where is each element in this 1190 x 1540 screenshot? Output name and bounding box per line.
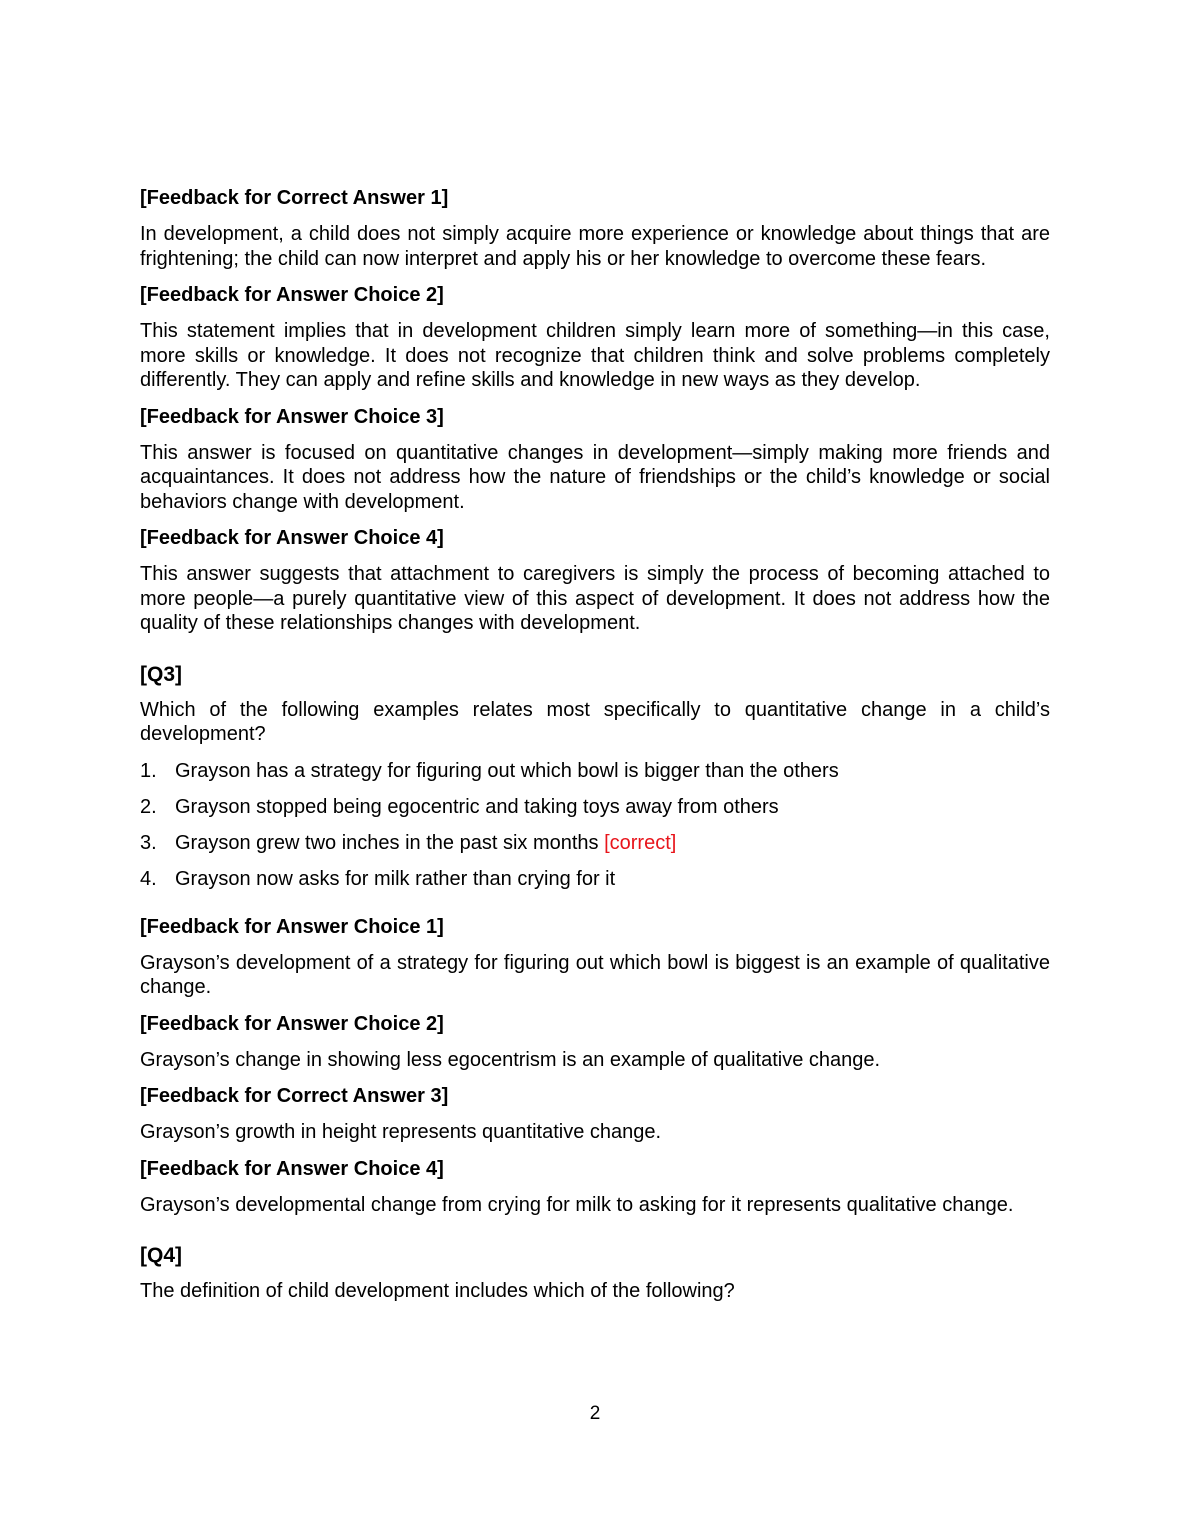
feedback-text: This statement implies that in development children simply learn more of something—in this case, more skills or knowledge. It does not recognize that children think and solve problems completely differently. They can apply and refine skills and knowledge in new ways as they develop. bbox=[140, 320, 1050, 391]
q2-feedback-1 bbox=[140, 186, 1050, 271]
question-label-q3: [Q3] bbox=[140, 662, 182, 686]
option-number: 1. bbox=[140, 759, 157, 782]
question-text-q3: Which of the following examples relates most specifically to quantitative change in a child’s development? bbox=[140, 698, 1050, 745]
feedback-heading: [Feedback for Answer Choice 4] bbox=[140, 527, 444, 549]
option-text: Grayson stopped being egocentric and taking toys away from others bbox=[175, 795, 779, 818]
question-text-q4: The definition of child development includes which of the following? bbox=[140, 1280, 735, 1302]
answer-option-3 bbox=[140, 831, 1050, 855]
feedback-heading: [Feedback for Answer Choice 2] bbox=[140, 1012, 444, 1035]
feedback-heading: [Feedback for Answer Choice 3] bbox=[140, 405, 444, 428]
answer-option-4 bbox=[140, 867, 1050, 891]
spacer bbox=[140, 1229, 1050, 1243]
spacer bbox=[140, 903, 1050, 915]
feedback-text: This answer suggests that attachment to caregivers is simply the process of becoming attached to more people—a purely quantitative view of this aspect of development. It does not address how the quality of these relationships changes with development. bbox=[140, 563, 1050, 634]
feedback-text: Grayson’s development of a strategy for figuring out which bowl is biggest is an example of qualitative change. bbox=[140, 951, 1050, 998]
feedback-text: This answer is focused on quantitative changes in development—simply making more friends and acquaintances. It does not address how the nature of friendships or the child’s knowledge or social behaviors change with development. bbox=[140, 441, 1050, 513]
q3-feedback-1 bbox=[140, 915, 1050, 1000]
feedback-text: Grayson’s change in showing less egocentrism is an example of qualitative change. bbox=[140, 1048, 881, 1071]
option-text: Grayson now asks for milk rather than crying for it bbox=[175, 867, 616, 890]
answer-option-2 bbox=[140, 795, 1050, 819]
feedback-heading: [Feedback for Correct Answer 1] bbox=[140, 187, 449, 209]
feedback-heading: [Feedback for Answer Choice 2] bbox=[140, 284, 444, 306]
feedback-heading: [Feedback for Correct Answer 3] bbox=[140, 1085, 449, 1107]
answer-option-1 bbox=[140, 759, 1050, 783]
q2-feedback-3 bbox=[140, 405, 1050, 515]
option-number: 3. bbox=[140, 831, 157, 854]
q3-feedback-3 bbox=[140, 1084, 1050, 1145]
question-label-q4: [Q4] bbox=[140, 1244, 182, 1267]
feedback-heading: [Feedback for Answer Choice 4] bbox=[140, 1157, 444, 1180]
document-page bbox=[140, 186, 1050, 1316]
feedback-text: Grayson’s growth in height represents quantitative change. bbox=[140, 1121, 662, 1143]
q3-feedback-4 bbox=[140, 1157, 1050, 1218]
option-number: 4. bbox=[140, 867, 157, 890]
feedback-text: Grayson’s developmental change from crying for milk to asking for it represents qualitative change. bbox=[140, 1193, 1014, 1216]
feedback-text: In development, a child does not simply acquire more experience or knowledge about things that are frightening; the child can now interpret and apply his or her knowledge to overcome these fears. bbox=[140, 223, 1050, 270]
page-number: 2 bbox=[589, 1403, 601, 1424]
q3-feedback-2 bbox=[140, 1012, 1050, 1073]
q2-feedback-2 bbox=[140, 283, 1050, 393]
feedback-heading: [Feedback for Answer Choice 1] bbox=[140, 915, 444, 938]
q2-feedback-4 bbox=[140, 526, 1050, 636]
correct-tag: [correct] bbox=[604, 831, 677, 854]
option-number: 2. bbox=[140, 795, 157, 818]
option-text: Grayson grew two inches in the past six months [correct] bbox=[175, 831, 677, 854]
answer-options bbox=[140, 759, 1050, 891]
spacer bbox=[140, 648, 1050, 662]
option-text: Grayson has a strategy for figuring out which bowl is bigger than the others bbox=[175, 759, 839, 782]
